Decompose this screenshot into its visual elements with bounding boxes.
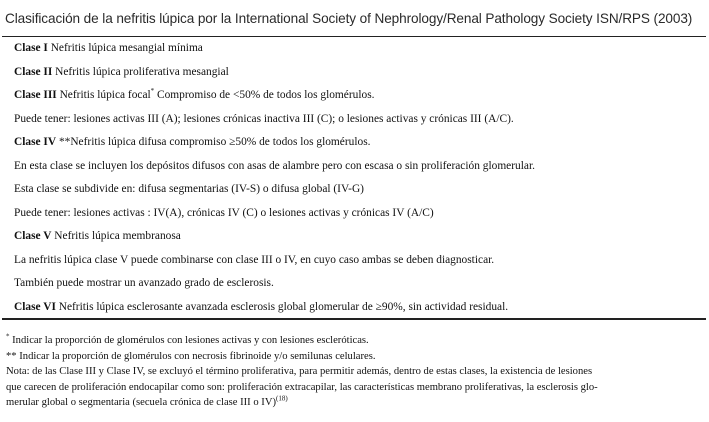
row-text: Nefritis lúpica membranosa: [51, 230, 181, 242]
table-row: [14, 202, 704, 226]
table-row: [14, 131, 704, 155]
table-bottom-rule: [2, 318, 706, 320]
row-text: Puede tener: lesiones activas III (A); lesiones crónicas inactiva III (C); o lesiones activas y crónicas III (A/C).: [14, 112, 514, 125]
footnote-double-asterisk: ** Indicar la proporción de glomérulos con necrosis fibrinoide y/o semilunas celulares.: [6, 350, 376, 362]
table-row: [14, 108, 704, 132]
footnote-text: Indicar la proporción de glomérulos con lesiones activas y con lesiones escleróticas.: [9, 335, 369, 346]
table-row: [14, 296, 704, 320]
row-text-tail: Compromiso de <50% de todos los glomérulos.: [154, 89, 375, 101]
class-label: Clase III: [14, 89, 57, 101]
row-text: La nefritis lúpica clase V puede combinarse con clase III o IV, en cuyo caso ambas se deben diagnosticar.: [14, 253, 495, 266]
table-row: [14, 249, 704, 273]
row-text: Nefritis lúpica focal: [56, 89, 151, 101]
row-text: Nefritis lúpica proliferativa mesangial: [52, 65, 229, 78]
table-row: [14, 272, 704, 296]
reference-mark: (18): [276, 394, 288, 403]
table-row: [14, 61, 704, 85]
row-text: También puede mostrar un avanzado grado de esclerosis.: [14, 277, 274, 289]
class-label: Clase IV: [14, 136, 57, 148]
table-row: [14, 178, 704, 202]
table-row: [14, 37, 704, 61]
note-line-3: [6, 395, 706, 411]
row-text: Esta clase se subdivide en: difusa segmentarias (IV-S) o difusa global (IV-G): [14, 183, 364, 195]
table-title: Clasificación de la nefritis lúpica por la International Society of Nephrology/Renal Pathology Society ISN/RPS (2003): [5, 11, 693, 26]
note-text: merular global o segmentaria (secuela crónica de clase III o IV): [6, 397, 277, 409]
note-line-1: Nota: de las Clase III y Clase IV, se excluyó el término proliferativa, para permitir además, dentro de estas clases, la existencia de lesiones: [6, 366, 593, 378]
table-row: [14, 84, 704, 108]
table-row: [14, 225, 704, 249]
row-text: Nefritis lúpica esclerosante avanzada esclerosis global glomerular de ≥90%, sin actividad residual.: [55, 300, 509, 313]
note-line-2: que carecen de proliferación endocapilar como son: proliferación extracapilar, las características membrano proliferativas, la esclerosis glo-: [6, 381, 598, 393]
class-label: Clase II: [14, 65, 53, 78]
table-row: [14, 155, 704, 179]
class-label: Clase VI: [14, 300, 56, 313]
footnote-mark: *: [6, 332, 10, 341]
footnote-single-asterisk: [6, 333, 706, 349]
row-text: Puede tener: lesiones activas : IV(A), crónicas IV (C) o lesiones activas y crónicas IV (A/C): [14, 206, 434, 219]
class-label: Clase V: [14, 230, 52, 242]
row-text: Nefritis lúpica mesangial mínima: [47, 42, 203, 54]
classification-table: [14, 37, 704, 319]
row-text: **Nefritis lúpica difusa compromiso ≥50% de todos los glomérulos.: [56, 136, 371, 148]
footnotes: [6, 333, 706, 411]
footnote-mark: *: [150, 87, 155, 96]
row-text: En esta clase se incluyen los depósitos difusos con asas de alambre pero con escasa o sin proliferación glomerular.: [14, 159, 535, 172]
class-label: Clase I: [14, 42, 48, 54]
